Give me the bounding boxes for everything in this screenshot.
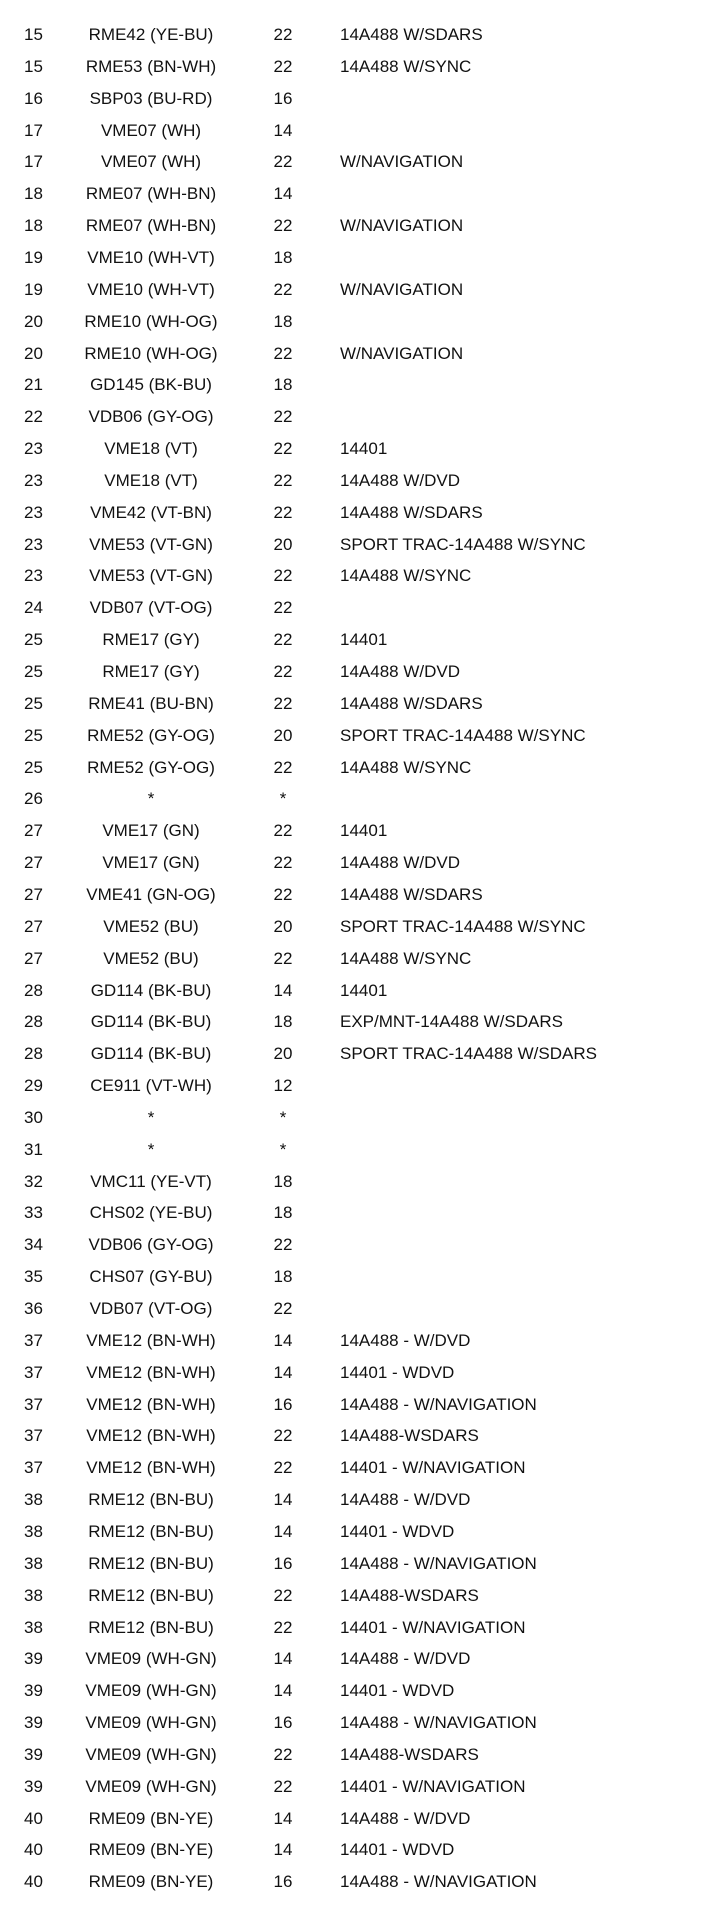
pin-number: 17 [24,152,43,172]
application-note [340,595,700,621]
circuit-id: RME12 (BN-BU) [88,1617,214,1637]
wire-gauge: 22 [273,1744,293,1764]
table-row [0,277,704,303]
table-row [0,818,704,844]
pin-number: 35 [24,1267,43,1287]
application-note [340,86,700,112]
circuit-id: GD114 (BK-BU) [90,980,212,1000]
application-note: 14A488 - W/NAVIGATION [340,1872,537,1892]
circuit-id: VME10 (WH-VT) [87,247,215,267]
wire-gauge: 22 [273,566,293,586]
application-note [340,181,700,207]
wire-gauge: 16 [273,88,293,108]
circuit-id: RME10 (WH-OG) [84,343,218,363]
circuit-id: VME12 (BN-WH) [86,1362,216,1382]
application-note [340,1169,700,1195]
wire-gauge: 16 [273,1394,293,1414]
application-note [340,1232,700,1258]
application-note [340,372,700,398]
pin-number: 18 [24,216,43,236]
wire-gauge: 14 [273,1649,293,1669]
pin-number: 17 [24,120,43,140]
circuit-id: GD114 (BK-BU) [90,1012,212,1032]
table-row [0,1869,704,1895]
circuit-id: RME52 (GY-OG) [87,757,215,777]
table-row [0,563,704,589]
wire-gauge: 22 [273,948,293,968]
pin-number: 37 [24,1330,43,1350]
wire-gauge: 14 [273,1490,293,1510]
wire-gauge: 22 [273,216,293,236]
pin-number: 27 [24,948,43,968]
wire-gauge: * [279,1139,287,1159]
pin-number: 39 [24,1681,43,1701]
table-row [0,1169,704,1195]
application-note [340,786,700,812]
wire-gauge: 14 [273,120,293,140]
pin-number: 23 [24,439,43,459]
circuit-id: VME09 (WH-GN) [85,1776,217,1796]
application-note [340,1264,700,1290]
wire-gauge: 20 [273,916,293,936]
wire-gauge: 18 [273,1203,293,1223]
application-note: SPORT TRAC-14A488 W/SYNC [340,916,586,936]
pin-number: 20 [24,343,43,363]
application-note: 14A488 - W/DVD [340,1330,471,1350]
application-note: 14A488 W/SYNC [340,757,472,777]
pin-number: 39 [24,1744,43,1764]
circuit-id: CE911 (VT-WH) [90,1076,212,1096]
pin-number: 37 [24,1458,43,1478]
application-note: W/NAVIGATION [340,343,464,363]
circuit-id: RME12 (BN-BU) [88,1521,214,1541]
circuit-id: VME52 (BU) [103,916,199,936]
pin-number: 38 [24,1553,43,1573]
table-row [0,1678,704,1704]
pin-number: 28 [24,980,43,1000]
pin-number: 34 [24,1235,43,1255]
application-note [340,118,700,144]
pin-number: 23 [24,534,43,554]
pin-number: 25 [24,725,43,745]
wire-gauge: 22 [273,1299,293,1318]
circuit-id: VME12 (BN-WH) [86,1330,216,1350]
application-note: 14A488-WSDARS [340,1426,479,1446]
pin-number: 40 [24,1840,43,1860]
application-note [340,309,700,335]
table-row [0,372,704,398]
circuit-id: RME10 (WH-OG) [84,311,218,331]
pin-number: 27 [24,916,43,936]
wire-gauge: 22 [273,853,293,873]
pin-number: 20 [24,311,43,331]
wire-gauge: 22 [273,56,293,76]
circuit-id: VMC11 (YE-VT) [90,1171,212,1191]
table-row [0,436,704,462]
wire-gauge: 16 [273,1872,293,1892]
application-note: 14A488-WSDARS [340,1744,479,1764]
pin-number: 28 [24,1044,43,1064]
wire-gauge: 22 [273,757,293,777]
wire-gauge: * [279,789,287,809]
wire-gauge: * [279,1107,287,1127]
application-note: SPORT TRAC-14A488 W/SDARS [340,1044,597,1064]
circuit-id: VME18 (VT) [104,470,198,490]
pin-number: 30 [24,1107,43,1127]
table-row [0,1264,704,1290]
wire-gauge: 22 [273,1585,293,1605]
wire-gauge: 14 [273,1681,293,1701]
application-note: SPORT TRAC-14A488 W/SYNC [340,534,586,554]
table-row [0,1041,704,1067]
circuit-id: RME07 (WH-BN) [85,184,217,204]
wire-gauge: 22 [273,25,293,44]
circuit-id: VME12 (BN-WH) [86,1394,216,1414]
circuit-id: RME41 (BU-BN) [88,693,214,713]
circuit-id: VME12 (BN-WH) [86,1458,216,1478]
application-note: 14A488 - W/NAVIGATION [340,1713,537,1733]
circuit-id: VDB06 (GY-OG) [88,1235,214,1255]
application-note: W/NAVIGATION [340,279,464,299]
table-row [0,1009,704,1035]
wire-gauge: 22 [273,343,293,363]
application-note: 14A488 W/DVD [340,662,460,681]
pin-number: 29 [24,1076,43,1096]
application-note: 14A488 W/SYNC [340,56,472,76]
table-row [0,1806,704,1832]
circuit-id: VME10 (WH-VT) [87,279,215,299]
wire-gauge: 18 [273,1267,293,1287]
circuit-id: VME07 (WH) [100,120,202,140]
wire-gauge: 22 [273,1235,293,1255]
pin-number: 15 [24,56,43,76]
pin-number: 24 [24,598,43,618]
circuit-id: CHS07 (GY-BU) [89,1267,213,1287]
circuit-id: VME18 (VT) [104,439,198,459]
wire-gauge: 22 [273,470,293,490]
wire-gauge: 18 [273,1171,293,1191]
pin-number: 33 [24,1203,43,1223]
table-row [0,1519,704,1545]
circuit-id: RME09 (BN-YE) [88,1840,214,1860]
application-note: 14A488 W/SDARS [340,25,483,44]
table-row [0,213,704,239]
wire-gauge: 22 [273,279,293,299]
application-note: SPORT TRAC-14A488 W/SYNC [340,725,586,745]
application-note [340,1073,700,1099]
pin-number: 23 [24,470,43,490]
wire-gauge: 18 [273,247,293,267]
pin-number: 25 [24,757,43,777]
table-row [0,1296,704,1322]
application-note: 14A488 W/SDARS [340,693,483,713]
pin-number: 25 [24,630,43,650]
pin-number: 37 [24,1362,43,1382]
circuit-id: * [147,1139,155,1159]
application-note: 14A488 - W/NAVIGATION [340,1394,537,1414]
application-note: W/NAVIGATION [340,152,464,172]
circuit-id: VME12 (BN-WH) [86,1426,216,1446]
pin-number: 38 [24,1585,43,1605]
wire-gauge: 18 [273,1012,293,1032]
application-note: 14A488 W/SDARS [340,884,483,904]
pin-number: 39 [24,1649,43,1669]
application-note: 14401 [340,980,388,1000]
table-row [0,978,704,1004]
wire-gauge: 22 [273,1458,293,1478]
table-row [0,1583,704,1609]
circuit-id: VME09 (WH-GN) [85,1744,217,1764]
circuit-id: VME17 (GN) [102,853,200,873]
table-row [0,1487,704,1513]
table-row [0,309,704,335]
application-note [340,245,700,271]
table-row [0,786,704,812]
table-row [0,627,704,653]
circuit-id: VME09 (WH-GN) [85,1713,217,1733]
circuit-id: VME17 (GN) [102,821,200,841]
table-row [0,532,704,558]
circuit-id: VDB07 (VT-OG) [89,1299,213,1318]
wire-gauge: 12 [273,1076,293,1096]
wire-gauge: 14 [273,1521,293,1541]
application-note: W/NAVIGATION [340,216,464,236]
table-row [0,755,704,781]
pin-number: 28 [24,1012,43,1032]
table-row [0,468,704,494]
application-note: 14401 - W/NAVIGATION [340,1617,526,1637]
pin-number: 19 [24,247,43,267]
table-row [0,149,704,175]
wire-gauge: 22 [273,1776,293,1796]
wire-gauge: 16 [273,1713,293,1733]
application-note: 14401 - WDVD [340,1681,455,1701]
table-row [0,1774,704,1800]
pin-number: 37 [24,1394,43,1414]
application-note: 14A488 W/DVD [340,470,460,490]
application-note: 14A488 - W/NAVIGATION [340,1553,537,1573]
table-row [0,1615,704,1641]
table-row [0,1646,704,1672]
table-row [0,659,704,685]
pin-number: 19 [24,279,43,299]
circuit-id: RME12 (BN-BU) [88,1490,214,1510]
table-row [0,914,704,940]
pin-number: 31 [24,1139,43,1159]
application-note [340,1105,700,1131]
pin-number: 26 [24,789,43,809]
wire-gauge: 14 [273,1840,293,1860]
wire-gauge: 14 [273,980,293,1000]
pin-number: 23 [24,502,43,522]
table-row [0,500,704,526]
circuit-id: GD114 (BK-BU) [90,1044,212,1064]
pin-number: 27 [24,853,43,873]
table-row [0,1073,704,1099]
application-note: 14A488-WSDARS [340,1585,479,1605]
table-row [0,245,704,271]
circuit-id: RME52 (GY-OG) [87,725,215,745]
circuit-id: VME09 (WH-GN) [85,1681,217,1701]
table-row [0,1328,704,1354]
circuit-id: RME17 (GY) [102,630,200,650]
pin-number: 27 [24,884,43,904]
pin-number: 39 [24,1713,43,1733]
pin-number: 39 [24,1776,43,1796]
table-row [0,1837,704,1863]
circuit-id: SBP03 (BU-RD) [89,88,213,108]
circuit-id: RME09 (BN-YE) [88,1808,214,1828]
pin-number: 21 [24,375,43,395]
circuit-id: RME12 (BN-BU) [88,1585,214,1605]
table-row [0,1551,704,1577]
application-note: 14401 [340,439,388,459]
circuit-id: RME12 (BN-BU) [88,1553,214,1573]
pin-number: 40 [24,1808,43,1828]
circuit-id: VME09 (WH-GN) [85,1649,217,1669]
wire-gauge: 20 [273,1044,293,1064]
wire-gauge: 22 [273,1426,293,1446]
circuit-id: VDB06 (GY-OG) [88,407,214,427]
pin-number: 38 [24,1617,43,1637]
wire-gauge: 22 [273,439,293,459]
wire-gauge: 22 [273,1617,293,1637]
circuit-id: VME53 (VT-GN) [89,566,213,586]
table-row [0,181,704,207]
wire-gauge: 18 [273,375,293,395]
wire-gauge: 22 [273,693,293,713]
application-note: 14A488 W/DVD [340,853,460,873]
application-note: 14A488 - W/DVD [340,1490,471,1510]
wire-gauge: 22 [273,598,293,618]
application-note: 14A488 - W/DVD [340,1649,471,1669]
table-row [0,1200,704,1226]
table-row [0,1105,704,1131]
circuit-id: VME42 (VT-BN) [90,502,212,522]
circuit-id: RME42 (YE-BU) [88,25,214,44]
application-note: 14A488 - W/DVD [340,1808,471,1828]
table-row [0,595,704,621]
wire-gauge: 14 [273,184,293,204]
application-note: 14401 [340,821,388,841]
pin-number: 38 [24,1490,43,1510]
pin-number: 40 [24,1872,43,1892]
circuit-id: CHS02 (YE-BU) [89,1203,213,1223]
table-row [0,946,704,972]
circuit-id: * [147,1107,155,1127]
circuit-id: VME41 (GN-OG) [86,884,216,904]
wire-gauge: 20 [273,534,293,554]
circuit-id: GD145 (BK-BU) [90,375,212,395]
table-row [0,850,704,876]
wire-gauge: 22 [273,407,293,427]
table-row [0,1232,704,1258]
wire-gauge: 22 [273,662,293,681]
wire-gauge: 14 [273,1808,293,1828]
application-note: 14401 - WDVD [340,1840,455,1860]
pin-number: 18 [24,184,43,204]
wire-gauge: 22 [273,821,293,841]
table-row [0,404,704,430]
wire-gauge: 22 [273,630,293,650]
wire-gauge: 22 [273,152,293,172]
table-row [0,882,704,908]
table-row [0,1423,704,1449]
wire-gauge: 14 [273,1362,293,1382]
application-note: 14401 - W/NAVIGATION [340,1776,526,1796]
pin-number: 16 [24,88,43,108]
pin-number: 37 [24,1426,43,1446]
table-row [0,86,704,112]
table-row [0,1710,704,1736]
pin-number: 22 [24,407,43,427]
circuit-id: RME07 (WH-BN) [85,216,217,236]
wire-gauge: 18 [273,311,293,331]
circuit-id: RME09 (BN-YE) [88,1872,214,1892]
circuit-id: * [147,789,155,809]
circuit-id: VME53 (VT-GN) [89,534,213,554]
table-row [0,723,704,749]
pin-number: 23 [24,566,43,586]
table-row [0,691,704,717]
wire-gauge: 22 [273,502,293,522]
table-row [0,118,704,144]
circuit-id: VME07 (WH) [100,152,202,172]
application-note [340,1200,700,1226]
application-note [340,404,700,430]
wire-gauge: 16 [273,1553,293,1573]
application-note: 14A488 W/SDARS [340,502,483,522]
application-note [340,1296,700,1322]
table-row [0,341,704,367]
application-note: 14A488 W/SYNC [340,566,472,586]
table-row [0,1360,704,1386]
application-note [340,1137,700,1163]
table-row [0,1455,704,1481]
wire-gauge: 20 [273,725,293,745]
application-note: 14401 [340,630,388,650]
table-row [0,1392,704,1418]
application-note: 14A488 W/SYNC [340,948,472,968]
pin-number: 15 [24,25,43,44]
table-row [0,22,704,48]
application-note: 14401 - WDVD [340,1362,455,1382]
table-row [0,54,704,80]
wire-gauge: 14 [273,1330,293,1350]
circuit-id: RME17 (GY) [102,662,200,681]
pin-number: 38 [24,1521,43,1541]
pin-number: 25 [24,662,43,681]
pin-number: 32 [24,1171,43,1191]
pin-number: 36 [24,1299,43,1318]
pin-number: 27 [24,821,43,841]
table-row [0,1742,704,1768]
application-note: 14401 - W/NAVIGATION [340,1458,526,1478]
pin-number: 25 [24,693,43,713]
wire-gauge: 22 [273,884,293,904]
circuit-id: RME53 (BN-WH) [85,56,217,76]
application-note: EXP/MNT-14A488 W/SDARS [340,1012,563,1032]
circuit-id: VME52 (BU) [103,948,199,968]
circuit-id: VDB07 (VT-OG) [89,598,213,618]
table-row [0,1137,704,1163]
application-note: 14401 - WDVD [340,1521,455,1541]
